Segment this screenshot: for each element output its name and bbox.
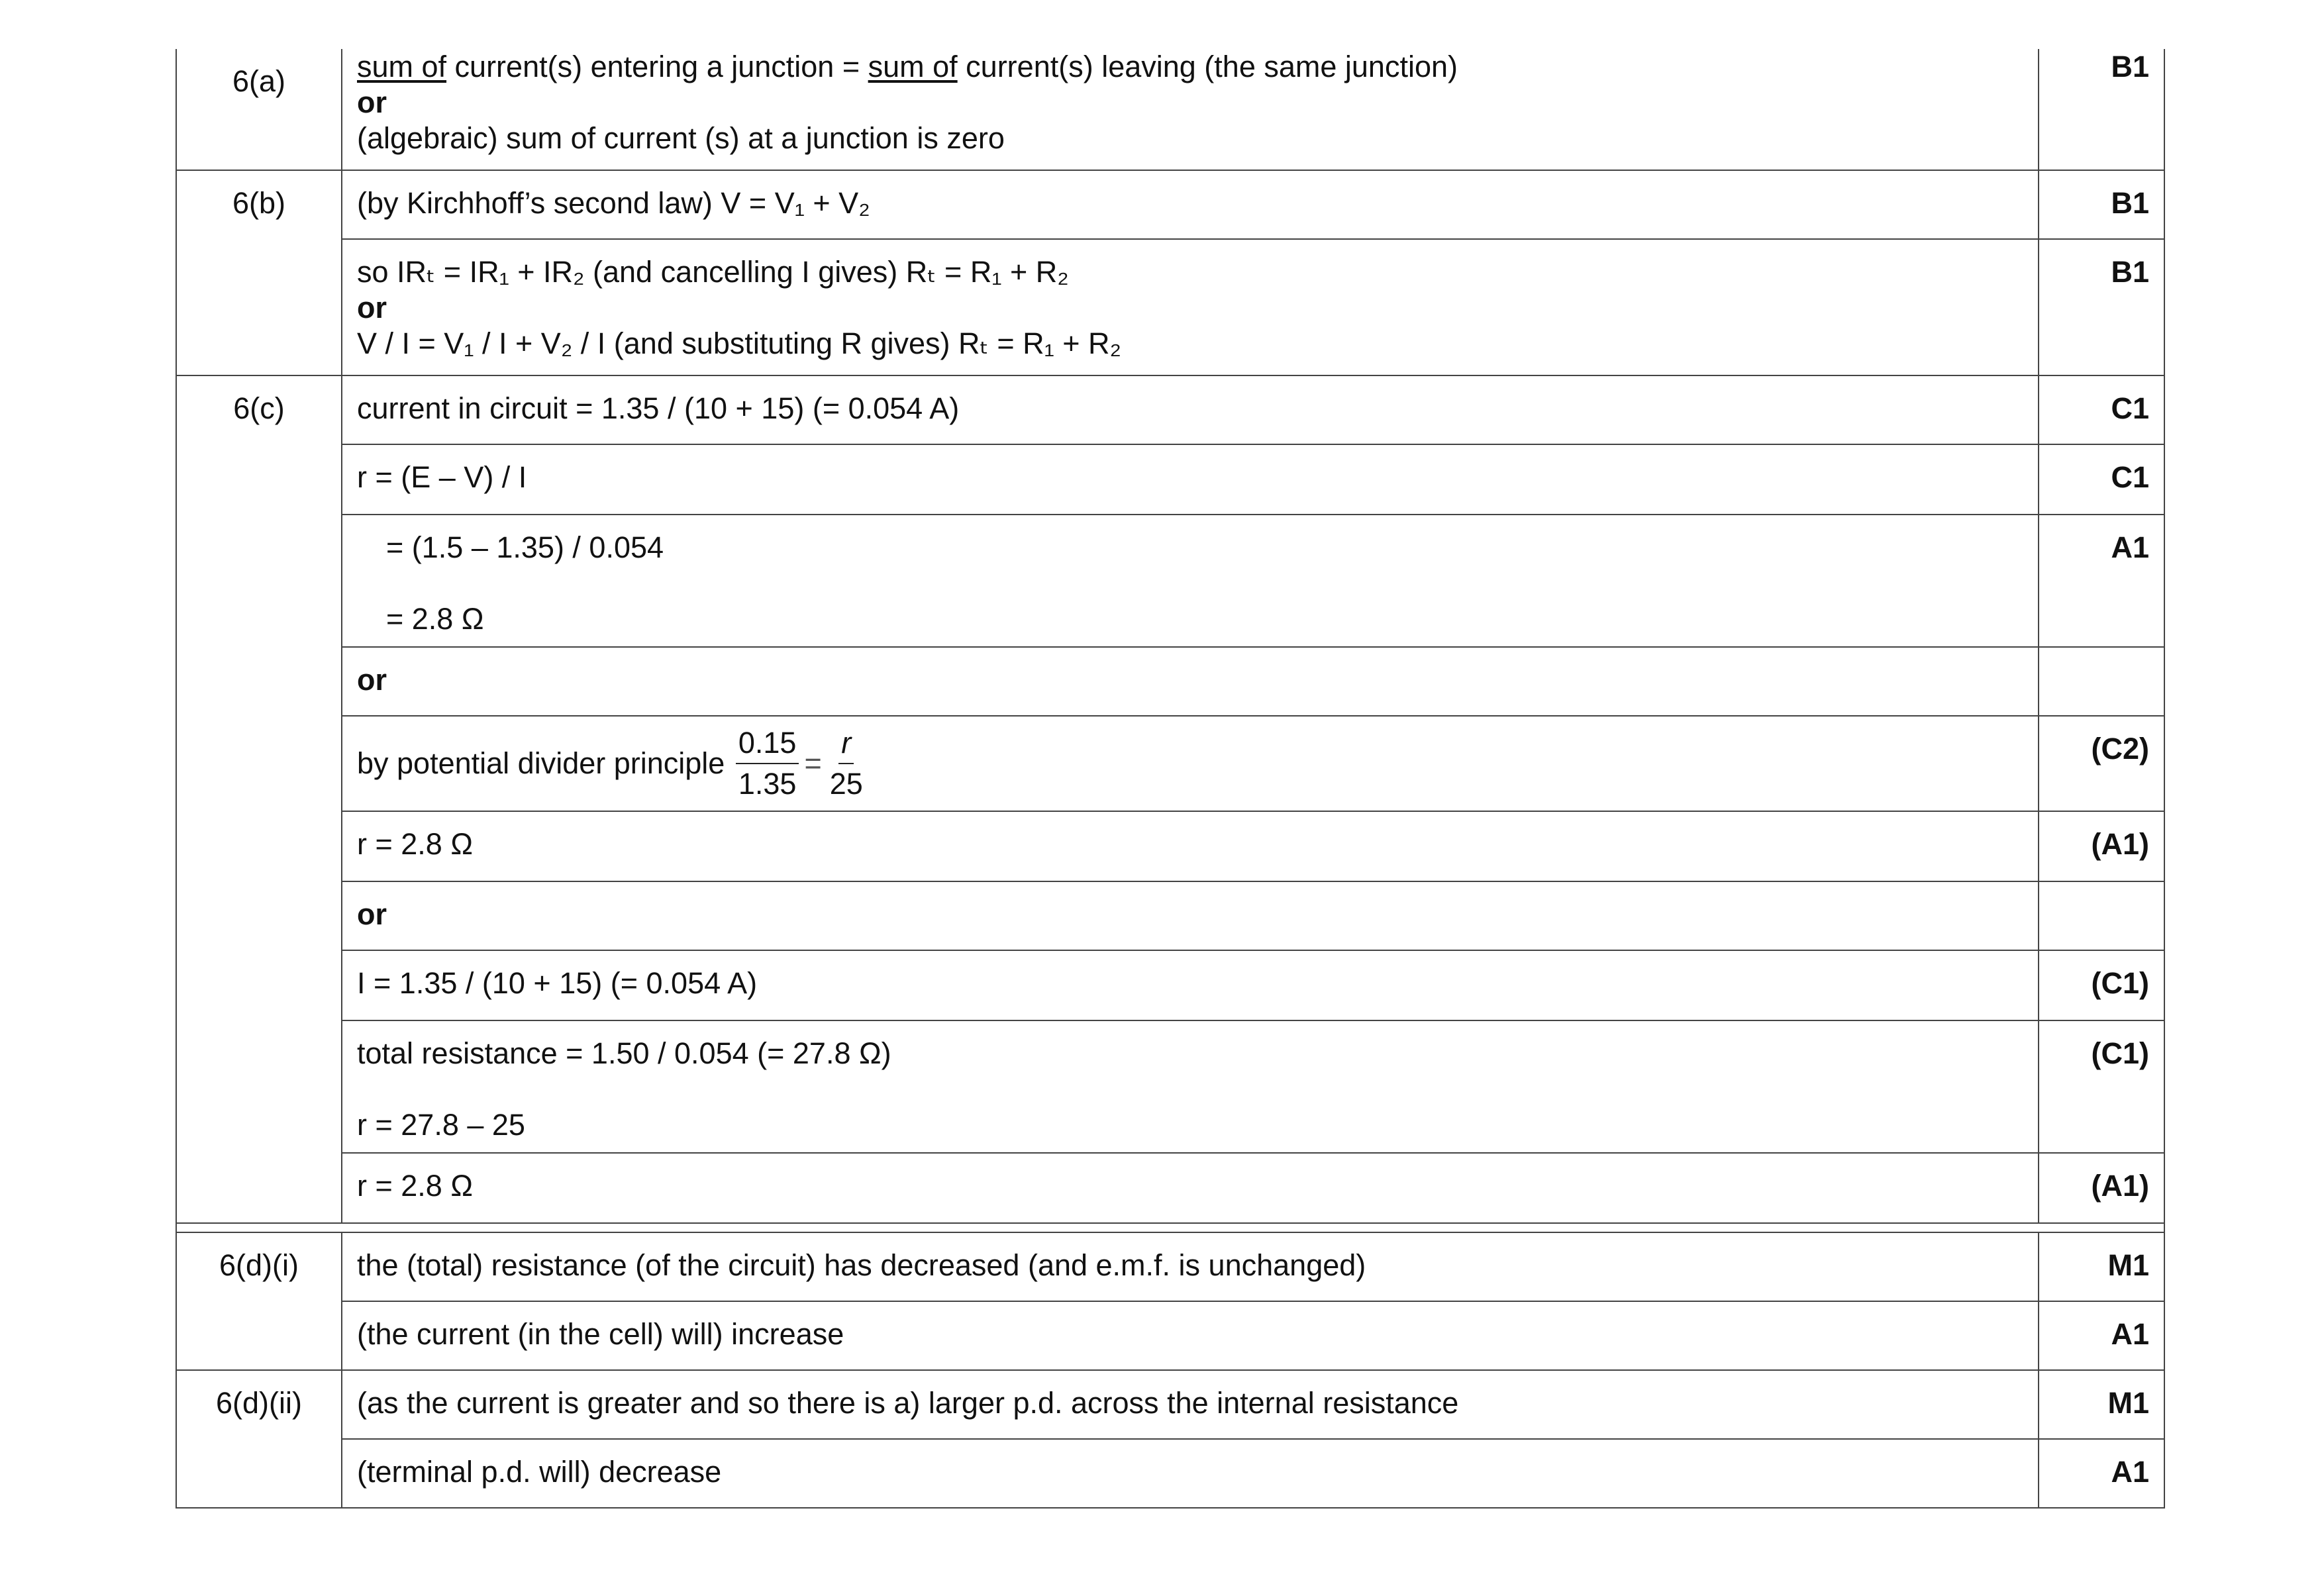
row-6c-or-1 xyxy=(176,647,2164,716)
mark-cell: (C1) xyxy=(2039,950,2164,1020)
answer-cell xyxy=(342,647,2039,716)
mark-cell: (A1) xyxy=(2039,811,2164,881)
row-6dii-2 xyxy=(176,1439,2164,1508)
row-6c-6 xyxy=(176,811,2164,881)
question-number: 6(d)(i) xyxy=(176,1232,342,1370)
underlined-text: sum of xyxy=(868,50,958,83)
answer-cell: r = 2.8 Ω xyxy=(342,811,2039,881)
answer-cell xyxy=(342,881,2039,950)
question-number: 6(d)(ii) xyxy=(176,1370,342,1508)
answer-text: current(s) leaving (the same junction) xyxy=(957,50,1458,83)
row-6b-2 xyxy=(176,239,2164,375)
or-label: or xyxy=(357,291,387,324)
row-6c-3 xyxy=(176,515,2164,647)
answer-cell xyxy=(342,239,2039,375)
row-6a xyxy=(176,49,2164,170)
row-6c-2 xyxy=(176,444,2164,515)
fraction-denominator: 1.35 xyxy=(738,767,797,801)
fraction-numerator: r xyxy=(838,726,854,764)
answer-cell: (as the current is greater and so there is a) larger p.d. across the internal resistance xyxy=(342,1370,2039,1439)
answer-cell: the (total) resistance (of the circuit) has decreased (and e.m.f. is unchanged) xyxy=(342,1232,2039,1301)
answer-line: total resistance = 1.50 / 0.054 (= 27.8 Ω) xyxy=(357,1036,891,1070)
underlined-text: sum of xyxy=(357,50,447,83)
equals-sign: = xyxy=(804,746,822,780)
or-label: or xyxy=(357,897,387,931)
answer-cell: r = 2.8 Ω xyxy=(342,1153,2039,1223)
mark-cell: (C2) xyxy=(2039,716,2164,811)
mark-scheme-table xyxy=(176,49,2165,1509)
answer-line: (algebraic) sum of current (s) at a junction is zero xyxy=(357,121,1005,155)
mark-cell: A1 xyxy=(2039,1439,2164,1508)
or-label: or xyxy=(357,663,387,697)
row-6c-or-2 xyxy=(176,881,2164,950)
mark-cell: C1 xyxy=(2039,375,2164,444)
answer-cell xyxy=(342,515,2039,647)
row-6c-10 xyxy=(176,1153,2164,1223)
row-6di-2 xyxy=(176,1301,2164,1370)
mark-cell: B1 xyxy=(2039,170,2164,239)
answer-cell: (terminal p.d. will) decrease xyxy=(342,1439,2039,1508)
mark-cell xyxy=(2039,881,2164,950)
answer-cell xyxy=(342,1020,2039,1153)
answer-cell: I = 1.35 / (10 + 15) (= 0.054 A) xyxy=(342,950,2039,1020)
table-separator xyxy=(176,1223,2164,1232)
mark-scheme-sheet xyxy=(176,49,2165,1509)
answer-line xyxy=(357,49,2025,85)
answer-text: current(s) entering a junction = xyxy=(446,50,868,83)
answer-cell: r = (E – V) / I xyxy=(342,444,2039,515)
mark-cell: A1 xyxy=(2039,1301,2164,1370)
fraction-numerator: 0.15 xyxy=(736,726,799,764)
mark-cell: M1 xyxy=(2039,1370,2164,1439)
answer-line: = 2.8 Ω xyxy=(386,602,484,636)
row-6c-1 xyxy=(176,375,2164,444)
row-6c-5 xyxy=(176,716,2164,811)
mark-cell: (A1) xyxy=(2039,1153,2164,1223)
mark-cell: B1 xyxy=(2039,49,2164,170)
question-number: 6(b) xyxy=(176,170,342,375)
answer-cell xyxy=(342,716,2039,811)
mark-cell: B1 xyxy=(2039,239,2164,375)
answer-text: by potential divider principle xyxy=(357,746,725,780)
row-6c-9 xyxy=(176,1020,2164,1153)
question-number: 6(c) xyxy=(176,375,342,1223)
answer-line: V / I = V₁ / I + V₂ / I (and substituting R gives) Rₜ = R₁ + R₂ xyxy=(357,326,1122,360)
answer-line: so IRₜ = IR₁ + IR₂ (and cancelling I gives) Rₜ = R₁ + R₂ xyxy=(357,255,1069,289)
mark-cell: C1 xyxy=(2039,444,2164,515)
fraction xyxy=(736,726,799,801)
row-6dii-1 xyxy=(176,1370,2164,1439)
answer-cell: current in circuit = 1.35 / (10 + 15) (= 0.054 A) xyxy=(342,375,2039,444)
fraction-denominator: 25 xyxy=(829,767,863,801)
answer-line: = (1.5 – 1.35) / 0.054 xyxy=(386,530,664,564)
answer-cell: (the current (in the cell) will) increase xyxy=(342,1301,2039,1370)
mark-cell: (C1) xyxy=(2039,1020,2164,1153)
mark-cell: M1 xyxy=(2039,1232,2164,1301)
mark-cell xyxy=(2039,647,2164,716)
row-6c-8 xyxy=(176,950,2164,1020)
row-6b-1 xyxy=(176,170,2164,239)
row-6di-1 xyxy=(176,1232,2164,1301)
question-number: 6(a) xyxy=(176,49,342,170)
answer-cell: (by Kirchhoff’s second law) V = V₁ + V₂ xyxy=(342,170,2039,239)
answer-cell xyxy=(342,49,2039,170)
or-label: or xyxy=(357,85,387,119)
mark-cell: A1 xyxy=(2039,515,2164,647)
fraction xyxy=(827,726,866,801)
answer-line: r = 27.8 – 25 xyxy=(357,1108,525,1142)
